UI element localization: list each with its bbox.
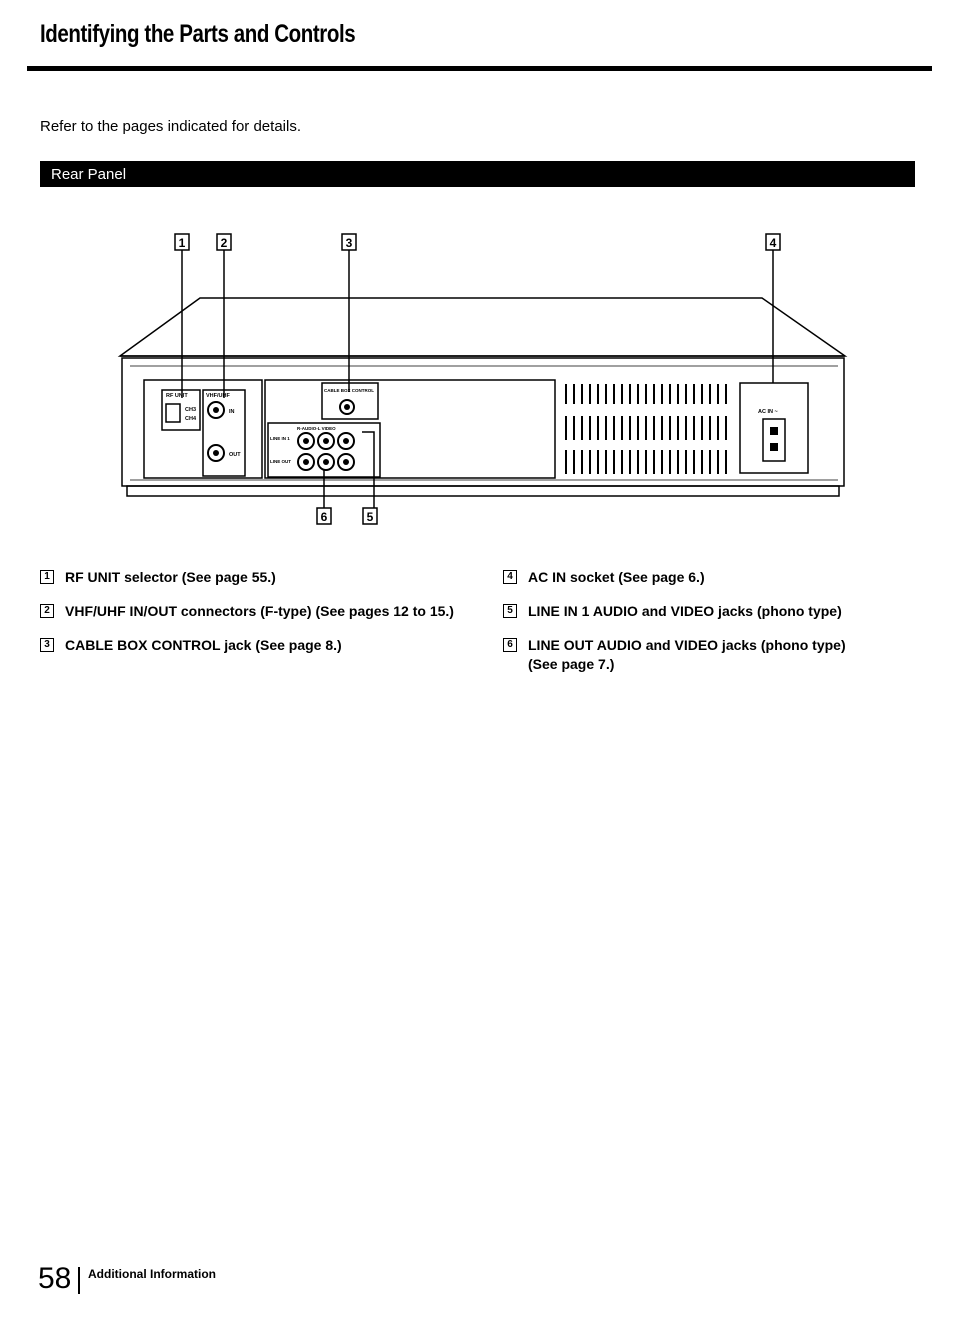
legend-item-6: [503, 636, 923, 674]
label-cable-box: CABLE BOX CONTROL: [324, 388, 374, 393]
label-line-out: LINE OUT: [270, 459, 291, 464]
legend-item-5: [503, 602, 923, 621]
page-title: Identifying the Parts and Controls: [40, 20, 356, 48]
rear-panel-diagram: [0, 0, 954, 540]
vhf-box: [203, 390, 245, 476]
label-audio-video: R-AUDIO-L VIDEO: [297, 426, 336, 431]
label-ch3: CH3: [185, 407, 197, 413]
label-ch4: CH4: [185, 416, 197, 422]
legend-num: 6: [503, 638, 517, 652]
legend-num: 4: [503, 570, 517, 584]
legend-text: RF UNIT selector (See page 55.): [65, 569, 276, 585]
legend-num: 3: [40, 638, 54, 652]
legend-text: LINE OUT AUDIO and VIDEO jacks (phono type): [528, 637, 846, 653]
label-in: IN: [229, 409, 235, 415]
rf-selector: [166, 404, 180, 422]
callout-4: 4: [769, 236, 777, 250]
ac-pin-top: [770, 427, 778, 435]
callout-3: 3: [345, 236, 353, 250]
label-out: OUT: [229, 452, 241, 458]
legend-left: [40, 568, 480, 670]
callout-5: 5: [366, 510, 374, 524]
callout-2: 2: [220, 236, 228, 250]
legend-text-group: [528, 636, 846, 674]
legend-text: AC IN socket (See page 6.): [528, 569, 705, 585]
legend-item-2: [40, 602, 480, 621]
callout-6: 6: [320, 510, 328, 524]
label-rf-unit: RF UNIT: [166, 393, 188, 399]
label-line-in: LINE IN 1: [270, 436, 290, 441]
page-number: 58: [38, 1262, 72, 1295]
legend-text: LINE IN 1 AUDIO and VIDEO jacks (phono type): [528, 603, 842, 619]
label-ac-in: AC IN ~: [758, 409, 778, 415]
vcr-top: [120, 298, 845, 356]
callout-1: 1: [178, 236, 186, 250]
footer-section: Additional Information: [88, 1267, 216, 1281]
legend-item-4: [503, 568, 923, 587]
vcr-base: [127, 486, 839, 496]
legend-text-continued: (See page 7.): [528, 656, 615, 672]
vcr-rear-face: [122, 358, 844, 486]
section-title: Rear Panel: [51, 166, 127, 183]
legend-text: VHF/UHF IN/OUT connectors (F-type) (See pages 12 to 15.): [65, 603, 454, 619]
legend-text: CABLE BOX CONTROL jack (See page 8.): [65, 637, 342, 653]
ac-pin-bottom: [770, 443, 778, 451]
label-vhf-uhf: VHF/UHF: [206, 393, 230, 399]
legend-item-1: [40, 568, 480, 587]
ac-in-socket: [763, 419, 785, 461]
legend-num: 1: [40, 570, 54, 584]
footer-divider: [78, 1267, 80, 1294]
intro-text: Refer to the pages indicated for details.: [40, 118, 301, 135]
vent-grille: [566, 384, 726, 474]
legend-num: 2: [40, 604, 54, 618]
legend-num: 5: [503, 604, 517, 618]
legend-right: [503, 568, 923, 689]
legend-item-3: [40, 636, 480, 655]
